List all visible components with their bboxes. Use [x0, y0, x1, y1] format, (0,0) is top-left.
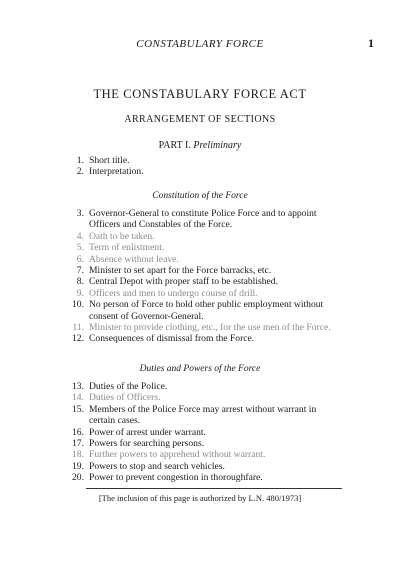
- section-number: 3.: [76, 208, 84, 219]
- duties-list: [0, 381, 400, 484]
- section-title: Power to prevent congestion in thoroughfare.: [89, 472, 263, 484]
- section-number: 9.: [76, 287, 84, 299]
- section-entry: [0, 322, 400, 333]
- section-entry: [0, 276, 400, 287]
- section-title: Governor-General to constitute Police Force and to appoint: [89, 208, 317, 219]
- section-title: No person of Force to hold other public employment without: [89, 299, 324, 311]
- section-title: Duties of the Police.: [89, 381, 168, 392]
- part-label: PART I.: [158, 140, 191, 151]
- section-number: 8.: [76, 276, 84, 288]
- section-number: 17.: [72, 438, 84, 450]
- section-title: Absence without leave.: [89, 253, 179, 265]
- section-number: 11.: [72, 322, 84, 334]
- section-title: Consequences of dismissal from the Force.: [89, 333, 255, 345]
- section-number: 14.: [72, 392, 84, 404]
- constitution-heading: Constitution of the Force: [152, 191, 248, 201]
- section-title: Minister to set apart for the Force barracks, etc.: [89, 265, 272, 277]
- section-number: 4.: [76, 230, 84, 242]
- section-title: Powers to stop and search vehicles.: [89, 460, 225, 472]
- section-number: 16.: [72, 426, 84, 438]
- section-number: 12.: [72, 333, 84, 345]
- section-entry: [0, 254, 400, 265]
- section-number: 18.: [72, 449, 84, 461]
- part-name: Preliminary: [193, 140, 242, 151]
- section-title: Duties of Officers.: [89, 392, 161, 404]
- section-title: Central Depot with proper staff to be established.: [89, 276, 278, 288]
- constitution-list: [0, 208, 400, 345]
- section-title: Power of arrest under warrant.: [89, 426, 206, 438]
- section-entry: [0, 265, 400, 276]
- section-number: 2.: [76, 166, 84, 178]
- part-heading: [0, 140, 400, 151]
- section-entry: [0, 242, 400, 253]
- section-title-continuation: consent of Governor-General.: [89, 310, 204, 322]
- section-number: 6.: [76, 253, 84, 265]
- section-entry: [0, 299, 400, 322]
- section-number: 5.: [76, 242, 84, 254]
- section-entry: [0, 461, 400, 472]
- section-entry: [0, 381, 400, 392]
- section-entry: [0, 208, 400, 231]
- section-number: 19.: [72, 460, 84, 472]
- section-title: Short title.: [89, 155, 130, 166]
- section-entry: [0, 333, 400, 344]
- section-title: Interpretation.: [89, 166, 144, 178]
- section-title: Minister to provide clothing, etc., for the use men of the Force.: [89, 322, 331, 334]
- section-entry: [0, 427, 400, 438]
- arrangement-heading: ARRANGEMENT OF SECTIONS: [124, 114, 276, 125]
- duties-heading: Duties and Powers of the Force: [139, 364, 261, 374]
- section-entry: [0, 231, 400, 242]
- section-number: 13.: [72, 381, 84, 392]
- section-title: Oath to be taken.: [89, 230, 155, 242]
- section-title: Officers and men to undergo course of drill.: [89, 287, 258, 299]
- section-entry: [0, 472, 400, 483]
- running-head: CONSTABULARY FORCE: [136, 38, 264, 50]
- section-title-continuation: certain cases.: [89, 415, 141, 427]
- section-entry: [0, 392, 400, 403]
- section-number: 15.: [72, 403, 84, 415]
- section-title: Powers for searching persons.: [89, 438, 205, 450]
- section-number: 7.: [76, 265, 84, 277]
- section-title-continuation: Officers and Constables of the Force.: [89, 219, 233, 231]
- section-title: Members of the Police Force may arrest without warrant in: [89, 403, 317, 415]
- page-number: 1: [368, 36, 374, 50]
- footer-note: [The inclusion of this page is authorized by L.N. 480/1973]: [98, 493, 302, 503]
- section-entry: [0, 449, 400, 460]
- act-title: THE CONSTABULARY FORCE ACT: [93, 87, 307, 101]
- section-entry: [0, 438, 400, 449]
- section-number: 20.: [72, 472, 84, 484]
- section-entry: [0, 288, 400, 299]
- section-entry: [0, 166, 400, 177]
- section-entry: [0, 404, 400, 427]
- section-title: Further powers to apprehend without warrant.: [89, 449, 266, 461]
- section-number: 1.: [76, 155, 84, 166]
- footer-rule: [86, 488, 342, 489]
- section-entry: [0, 155, 400, 166]
- section-title: Term of enlistment.: [89, 242, 165, 254]
- preliminary-list: [0, 155, 400, 178]
- section-number: 10.: [72, 299, 84, 311]
